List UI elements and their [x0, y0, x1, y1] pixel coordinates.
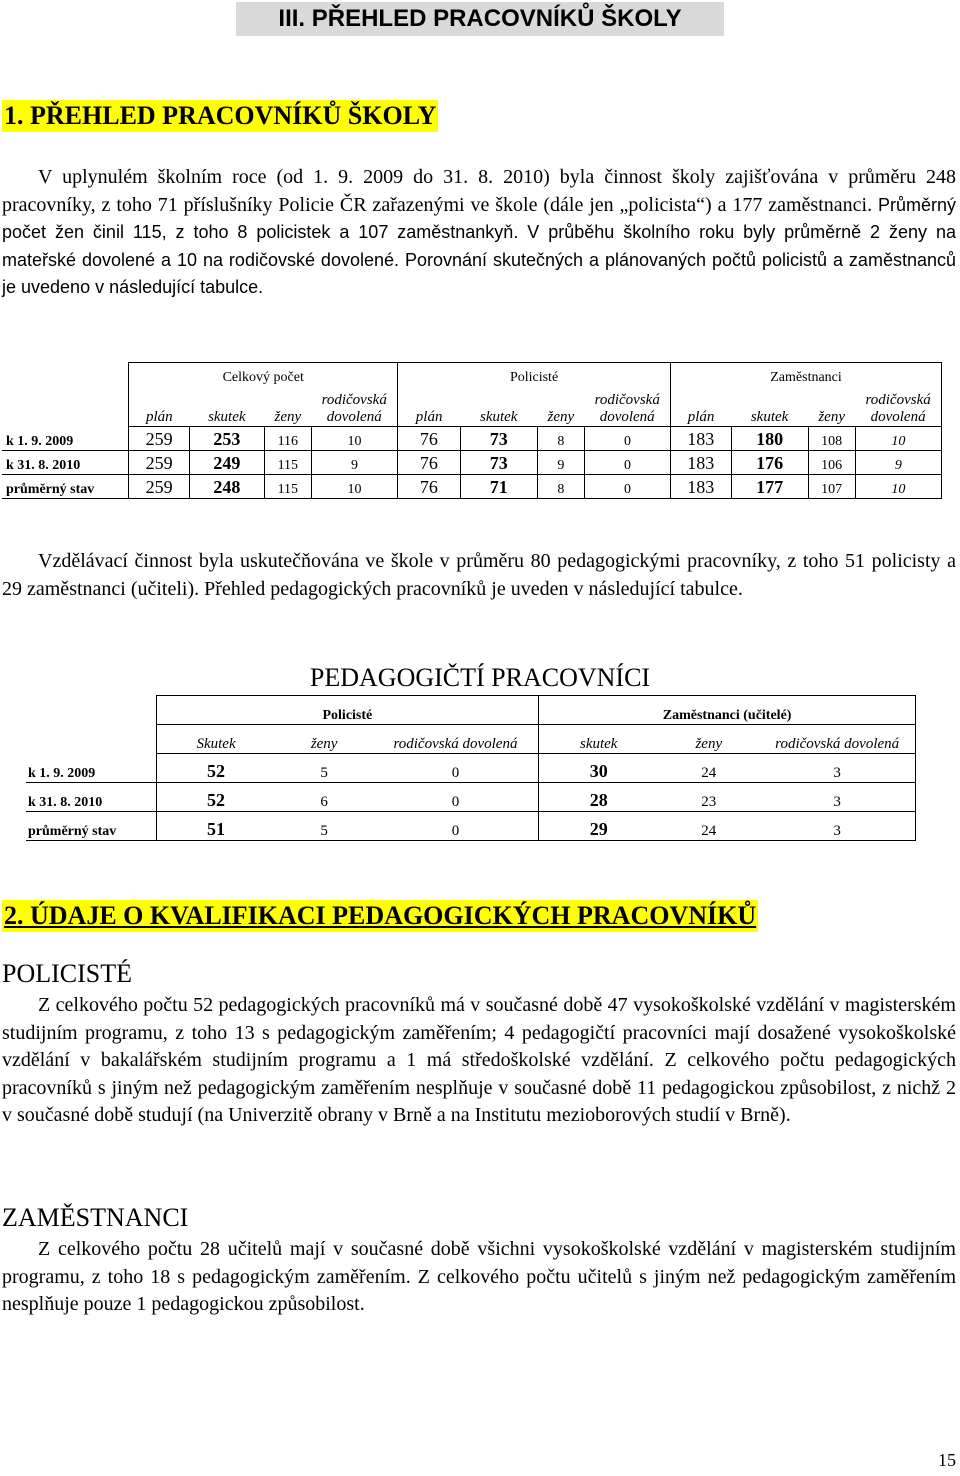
t1-group-police: Policisté	[398, 363, 671, 387]
page-number: 15	[938, 1450, 956, 1470]
t1-col-parental: rodičovská dovolená	[321, 391, 387, 425]
t1-col-plan: plán	[129, 386, 189, 426]
t2-col-women: ženy	[658, 725, 759, 754]
teaching-paragraph	[2, 548, 956, 603]
t2-group-police: Policisté	[156, 696, 539, 725]
t2-col-parental: rodičovská dovolená	[373, 725, 539, 754]
t1-col-women: ženy	[274, 408, 302, 425]
table-row: průměrný stav 51 5 0 29 24 3	[26, 812, 916, 841]
section1-para-rest: Průměrný počet žen činil 115, z toho 8 policistek a 107 zaměstnankyň. V průběhu školního roku byly průměrně 2 ženy na mateřské dovolené a 10 na rodičovské dovolené. Porovnání skutečných a plánovaných počtů policistů a zaměstnanců je uvedeno v následující tabulce.	[2, 194, 956, 297]
t1-group-employees: Zaměstnanci	[671, 363, 942, 387]
section2-heading: 2. ÚDAJE O KVALIFIKACI PEDAGOGICKÝCH PRACOVNÍKŮ	[4, 901, 757, 930]
t2-col-actual: Skutek	[156, 725, 276, 754]
t1-col-actual: skutek	[208, 408, 246, 425]
t1-col-plan: plán	[671, 386, 731, 426]
employees-para-text: Z celkového počtu 28 učitelů mají v současné době všichni vysokoškolské vzdělání v magisterském studijním programu, z toho 18 s pedagogickým zaměřením. Z celkového počtu učitelů s jiným než pedagogickým zaměřením nesplňuje pouze 1 pedagogickou způsobilost.	[2, 1238, 956, 1315]
teaching-para-text: Vzdělávací činnost byla uskutečňována ve škole v průměru 80 pedagogickými pracovníky, z toho 51 policisty a 29 zaměstnanci (učiteli). Přehled pedagogických pracovníků je uveden v následující tabulce.	[2, 550, 956, 600]
t2-col-women: ženy	[276, 725, 373, 754]
t1-group-total: Celkový počet	[129, 363, 398, 387]
t2-col-parental: rodičovská dovolená	[759, 725, 915, 754]
table-row: průměrný stav 259 248 115 10 76 71 8 0 183 177 107 10	[2, 474, 942, 498]
police-para-text: Z celkového počtu 52 pedagogických pracovníků má v současné době 47 vysokoškolské vzdělání v magisterském studijním programu, z toho 13 s pedagogickým zaměřením; 4 pedagogičtí pracovníci mají dosažené vysokoškolské vzdělání v bakalářském studijním programu a 1 má středoškolské vzdělání. Z celkového počtu pedagogických pracovníků s jiným než pedagogickým zaměřením nesplňuje v současné době 11 pedagogickou způsobilost, z nichž 2 v současné době studují (na Univerzitě obrany v Brně a na Institutu mezioborových studií v Brně).	[2, 994, 956, 1126]
section1-heading: 1. PŘEHLED PRACOVNÍKŮ ŠKOLY	[4, 101, 437, 130]
employees-subheading: ZAMĚSTNANCI	[2, 1203, 189, 1232]
t2-col-actual: skutek	[539, 725, 659, 754]
pedagogical-staff-table	[26, 695, 916, 841]
t1-col-plan: plán	[398, 386, 461, 426]
table-row: k 31. 8. 2010 52 6 0 28 23 3	[26, 783, 916, 812]
t1-col-women: ženy	[818, 408, 845, 425]
section1-paragraph	[2, 164, 956, 302]
table-row: k 31. 8. 2010 259 249 115 9 76 73 9 0 183 176 106 9	[2, 450, 942, 474]
t1-col-parental: rodičovská dovolená	[855, 386, 941, 426]
page-header-title: III. PŘEHLED PRACOVNÍKŮ ŠKOLY	[236, 2, 724, 36]
police-subheading: POLICISTÉ	[2, 959, 132, 988]
t1-col-women: ženy	[547, 408, 575, 425]
staff-overview-table	[2, 362, 942, 499]
t1-col-actual: skutek	[750, 408, 789, 425]
police-paragraph	[2, 992, 956, 1130]
employees-paragraph	[2, 1236, 956, 1319]
table-row: k 1. 9. 2009 259 253 116 10 76 73 8 0 183 180 108 10	[2, 426, 942, 450]
t1-col-parental: rodičovská dovolená	[594, 391, 660, 425]
section1-para-lead: V uplynulém školním roce (od 1. 9. 2009 do 31. 8. 2010) byla činnost školy zajišťována v průměru 248 pracovníky, z toho 71 příslušníky Policie ČR zařazenými ve škole (dále jen „policista“) a 177 zaměstnanci.	[2, 166, 956, 216]
t2-group-teachers: Zaměstnanci (učitelé)	[539, 696, 916, 725]
table-row: k 1. 9. 2009 52 5 0 30 24 3	[26, 754, 916, 783]
pedagogical-table-title: PEDAGOGIČTÍ PRACOVNÍCI	[309, 663, 651, 692]
t1-col-actual: skutek	[479, 408, 518, 425]
